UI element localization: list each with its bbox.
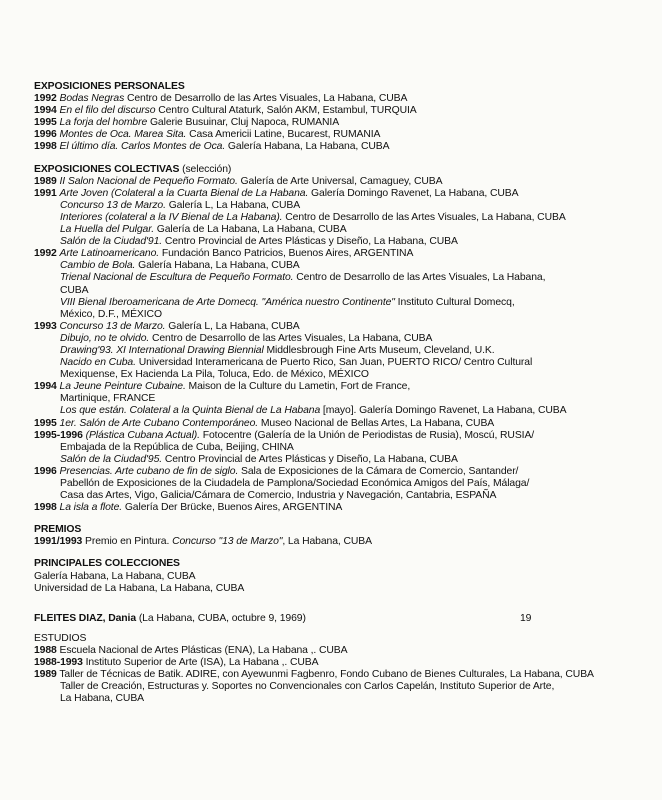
entry-title: Nacido en Cuba. — [60, 357, 136, 369]
entry-details: Sala de Exposiciones de la Cámara de Comercio, Santander/ — [238, 465, 519, 477]
section-subtitle: (selección) — [179, 163, 232, 175]
study-entry — [34, 669, 649, 705]
entry-details: Escuela Nacional de Artes Plásticas (ENA), La Habana ,. CUBA — [56, 644, 348, 656]
entry-continuation: Casa das Artes, Vigo, Galicia/Cámara de Comercio, Industria y Navegación, Cantabria, ESPAÑA — [60, 490, 497, 502]
exhibition-entry — [34, 176, 649, 188]
entry-title: VIII Bienal Iberoamericana de Arte Domecq. "América nuestro Continente" — [60, 296, 395, 308]
entry-year: 1998 — [34, 502, 57, 514]
entry-title: Cambio de Bola. — [60, 260, 136, 272]
exhibition-entry — [34, 381, 649, 405]
entry-title: (Plástica Cubana Actual). — [85, 429, 200, 441]
entry-continuation: México, D.F., MÉXICO — [60, 308, 162, 320]
entry-title: Trienal Nacional de Escultura de Pequeño Formato. — [60, 272, 294, 284]
entry-details: Galerie Busuinar, Cluj Napoca, RUMANIA — [147, 117, 340, 129]
exhibition-entry — [34, 200, 649, 212]
exhibition-entry — [34, 260, 649, 272]
entry-year: 1996 — [34, 465, 57, 477]
section-group-exhibitions — [34, 164, 649, 515]
exhibition-entry — [34, 129, 649, 141]
entry-title: Interiores (colateral a la IV Bienal de La Habana). — [60, 211, 283, 223]
exhibition-entry — [34, 297, 649, 321]
section-studies — [34, 633, 649, 706]
entry-details: Fundación Banco Patricios, Buenos Aires, ARGENTINA — [159, 248, 414, 260]
exhibition-entry — [34, 212, 649, 224]
artist-name: FLEITES DIAZ, Dania — [34, 612, 137, 624]
artist-heading — [34, 613, 649, 625]
entry-title: Montes de Oca. Marea Sita. — [59, 129, 187, 141]
entry-year: 1995 — [34, 117, 57, 129]
entry-title: Drawing'93. XI International Drawing Biennial — [60, 344, 264, 356]
entry-year: 1991/1993 — [34, 536, 83, 548]
study-entry — [34, 645, 649, 657]
entry-year: 1996 — [34, 129, 57, 141]
entry-title: Bodas Negras — [59, 93, 125, 105]
entry-details: Centro de Desarrollo de las Artes Visuales, La Habana, CUBA — [149, 332, 433, 344]
entry-title: Salón de la Ciudad'95. — [60, 453, 163, 465]
entry-title: El último día. Carlos Montes de Oca. — [59, 141, 226, 153]
exhibition-entry — [34, 454, 649, 466]
exhibition-entry — [34, 536, 649, 548]
entry-continuation: La Habana, CUBA — [60, 693, 144, 705]
study-entry — [34, 657, 649, 669]
entry-title: II Salon Nacional de Pequeño Formato. — [59, 175, 238, 187]
entry-continuation: Martinique, FRANCE — [60, 393, 156, 405]
personal-exhibitions-list — [34, 93, 649, 153]
entry-details: Galería Der Brücke, Buenos Aires, ARGENTINA — [122, 502, 343, 514]
section-awards — [34, 524, 649, 548]
entry-details: Galería de La Habana, La Habana, CUBA — [153, 224, 347, 236]
entry-continuation: Pabellón de Exposiciones de la Ciudadela de Pamplona/Sociedad Económica Amigos del País, Málaga/ — [60, 478, 530, 489]
entry-details: Universidad Interamericana de Puerto Rico, San Juan, PUERTO RICO/ Centro Cultural — [135, 357, 533, 369]
entry-year: 1995 — [34, 417, 57, 429]
entry-continuation: CUBA — [60, 284, 89, 296]
entry-year: 1989 — [34, 175, 57, 187]
entry-title: Arte Latinoamericano. — [59, 248, 160, 260]
resume-content — [34, 81, 649, 715]
entry-details: Fotocentre (Galería de la Unión de Periodistas de Rusia), Moscú, RUSIA/ — [199, 429, 535, 441]
section-title: PRINCIPALES COLECCIONES — [34, 558, 180, 570]
entry-continuation: Embajada de la República de Cuba, Beijing, CHINA — [60, 441, 294, 453]
entry-details: Taller de Técnicas de Batik. ADIRE, con Ayewunmi Fagbenro, Fondo Cubano de Bienes Culturales, La Habana, CUBA — [56, 669, 594, 681]
exhibition-entry — [34, 272, 649, 296]
section-title: EXPOSICIONES PERSONALES — [34, 81, 185, 92]
entry-title: Arte Joven (Colateral a la Cuarta Bienal de La Habana. — [59, 187, 309, 199]
entry-year: 1995-1996 — [34, 429, 83, 441]
exhibition-entry — [34, 333, 649, 345]
entry-details: Centro Provincial de Artes Plásticas y Diseño, La Habana, CUBA — [162, 453, 458, 465]
entry-details: Centro de Desarrollo de las Artes Visuales, La Habana, CUBA — [282, 211, 566, 223]
entry-details: Instituto Cultural Domecq, — [394, 296, 515, 308]
entry-year: 1993 — [34, 320, 57, 332]
exhibition-entry — [34, 357, 649, 381]
section-title — [34, 164, 649, 176]
exhibition-entry — [34, 248, 649, 260]
entry-year: 1989 — [34, 669, 57, 681]
entry-details: Museo Nacional de Bellas Artes, La Habana, CUBA — [258, 417, 495, 429]
collections-list — [34, 571, 649, 595]
studies-list — [34, 645, 649, 705]
exhibition-entry — [34, 141, 649, 153]
entry-details: Maison de la Culture du Lametin, Fort de France, — [185, 381, 411, 393]
exhibition-entry — [34, 502, 649, 514]
entry-year: 1994 — [34, 381, 57, 393]
entry-title: Salón de la Ciudad'91. — [60, 236, 163, 248]
entry-details: [mayo]. Galería Domingo Ravenet, La Habana, CUBA — [320, 405, 567, 417]
exhibition-entry — [34, 466, 649, 502]
section-title-text: EXPOSICIONES COLECTIVAS — [34, 163, 180, 175]
entry-details: Instituto Superior de Arte (ISA), La Habana ,. CUBA — [82, 657, 319, 669]
exhibition-entry — [34, 188, 649, 200]
entry-year: 1998 — [34, 141, 57, 153]
entry-title: La Jeune Peinture Cubaine. — [59, 381, 186, 393]
artist-info: (La Habana, CUBA, octubre 9, 1969) — [136, 612, 306, 624]
entry-details: , La Habana, CUBA — [282, 536, 372, 548]
section-title: ESTUDIOS — [34, 632, 87, 644]
entry-details: Casa Americii Latine, Bucarest, RUMANIA — [186, 129, 381, 141]
entry-details: Galería L, La Habana, CUBA — [165, 199, 301, 211]
group-exhibitions-list — [34, 176, 649, 515]
section-personal-exhibitions — [34, 81, 649, 154]
entry-year: 1992 — [34, 93, 57, 105]
entry-details: Centro Cultural Ataturk, Salón AKM, Estambul, TURQUIA — [155, 105, 417, 117]
entry-title: Los que están. Colateral a la Quinta Bienal de La Habana — [60, 405, 321, 417]
exhibition-entry — [34, 418, 649, 430]
entry-details: Galería de Arte Universal, Camaguey, CUBA — [237, 175, 443, 187]
entry-continuation: Mexiquense, Ex Hacienda La Pila, Toluca, Edo. de México, MÉXICO — [60, 369, 369, 381]
entry-continuation: Taller de Creación, Estructuras y. Soportes no Convencionales con Carlos Capelán, Instituto Superior de Arte, — [60, 681, 555, 693]
entry-title: 1er. Salón de Arte Cubano Contemporáneo. — [59, 417, 259, 429]
exhibition-entry — [34, 405, 649, 417]
entry-title: En el filo del discurso — [59, 105, 156, 117]
exhibition-entry — [34, 93, 649, 105]
entry-details: Galería Habana, La Habana, CUBA — [225, 141, 390, 153]
entry-details: Galería L, La Habana, CUBA — [165, 320, 300, 332]
collection-item: Universidad de La Habana, La Habana, CUBA — [34, 582, 245, 594]
page-number: 19 — [520, 612, 532, 624]
entry-details: Galería Domingo Ravenet, La Habana, CUBA — [308, 187, 519, 199]
exhibition-entry — [34, 117, 649, 129]
entry-title: La isla a flote. — [59, 502, 123, 514]
exhibition-entry — [34, 321, 649, 333]
exhibition-entry — [34, 105, 649, 117]
entry-year: 1992 — [34, 248, 57, 260]
entry-title: Concurso 13 de Marzo. — [60, 199, 166, 211]
exhibition-entry — [34, 430, 649, 454]
entry-details: Galería Habana, La Habana, CUBA — [135, 260, 300, 272]
section-title: PREMIOS — [34, 524, 82, 536]
entry-year: 1988 — [34, 644, 57, 656]
entry-details: Centro de Desarrollo de las Artes Visuales, La Habana, CUBA — [124, 93, 408, 105]
entry-title: Concurso "13 de Marzo" — [172, 536, 283, 548]
section-collections — [34, 558, 649, 594]
exhibition-entry — [34, 236, 649, 248]
entry-details: Centro de Desarrollo de las Artes Visuales, La Habana, — [293, 272, 546, 284]
entry-details: Middlesbrough Fine Arts Museum, Cleveland, U.K. — [263, 344, 495, 356]
entry-title: La forja del hombre — [59, 117, 148, 129]
entry-title: Concurso 13 de Marzo. — [59, 320, 166, 332]
awards-list — [34, 536, 649, 548]
exhibition-entry — [34, 224, 649, 236]
entry-prefix: Premio en Pintura. — [85, 536, 173, 548]
entry-year: 1994 — [34, 105, 57, 117]
entry-details: Centro Provincial de Artes Plásticas y Diseño, La Habana, CUBA — [162, 236, 458, 248]
collection-item: Galería Habana, La Habana, CUBA — [34, 570, 196, 582]
entry-title: Presencias. Arte cubano de fin de siglo. — [59, 465, 239, 477]
entry-year: 1991 — [34, 187, 57, 199]
exhibition-entry — [34, 345, 649, 357]
entry-title: La Huella del Pulgar. — [60, 224, 154, 236]
entry-year: 1988-1993 — [34, 657, 83, 669]
entry-title: Dibujo, no te olvido. — [60, 332, 150, 344]
